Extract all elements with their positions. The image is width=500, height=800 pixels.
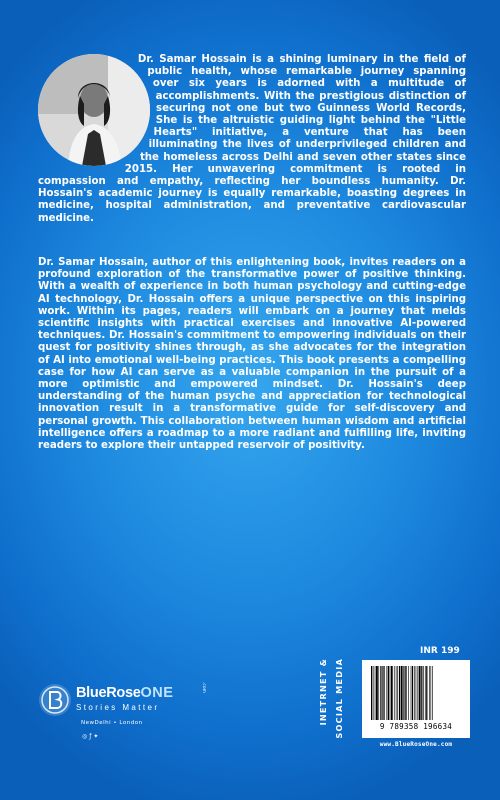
instagram-icon: ◎ xyxy=(82,733,88,740)
publisher-tagline: Stories Matter xyxy=(76,703,160,712)
isbn-barcode xyxy=(362,660,470,738)
barcode-icon xyxy=(369,666,463,722)
category-line-2: SOCIAL MEDIA xyxy=(334,658,344,739)
category-label xyxy=(315,658,361,750)
publisher-name-accent: ONE xyxy=(140,685,174,701)
publisher-logo-icon xyxy=(38,683,72,721)
category-line-1: INETRNET & xyxy=(318,658,328,726)
facebook-icon: ƒ xyxy=(89,733,92,740)
publisher-website: www.BlueRoseOne.com xyxy=(379,741,453,748)
price-label: INR 199 xyxy=(420,646,460,656)
publisher-tld: .com xyxy=(201,682,206,694)
social-icons xyxy=(82,733,98,740)
publisher-name xyxy=(76,685,173,701)
isbn-number: 9 789358 196634 xyxy=(379,722,453,731)
twitter-icon: ✦ xyxy=(93,733,99,740)
book-description: Dr. Samar Hossain, author of this enlightening book, invites readers on a profound exploration of the transformative power of positive thinking. With a wealth of experience in both human psychology and cutting-edge AI technology, Dr. Hossain offers a unique perspective on this inspiring work. Within its pages, readers will embark on a journey that melds scientific insights with practical exercises and innovative AI-powered techniques. Dr. Hossain's commitment to empowering individuals on their quest for positivity shines through, as she advocates for the integration of AI into emotional well-being practices. This book presents a compelling case for how AI can serve as a valuable companion in the pursuit of a more optimistic and empowered mindset. Dr. Hossain's deep understanding of the human psyche and appreciation for technological innovation result in a transformative guide for self-discovery and personal growth. This collaboration between human wisdom and artificial intelligence offers a roadmap to a more radiant and fulfilling life, inviting readers to explore their untapped reservoir of positivity. xyxy=(38,257,466,452)
publisher-locations: NewDelhi • London xyxy=(81,720,143,726)
publisher-name-main: BlueRose xyxy=(76,685,141,701)
author-bio: Dr. Samar Hossain is a shining luminary in the field of public health, whose remarkable journey spanning over six years is adorned with a multitude of accomplishments. With the prestigious distinction of securing not one but two Guinness World Records, She is the altruistic guiding light behind the "Little Hearts" initiative, a venture that has been illuminating the lives of underprivileged children and the homeless across Delhi and seven other states since 2015. Her unwavering commitment is rooted in compassion and empathy, reflecting her boundless humanity. Dr. Hossain's academic journey is equally remarkable, boasting degrees in medicine, hospital administration, and preventative cardiovascular medicine. xyxy=(38,54,466,224)
